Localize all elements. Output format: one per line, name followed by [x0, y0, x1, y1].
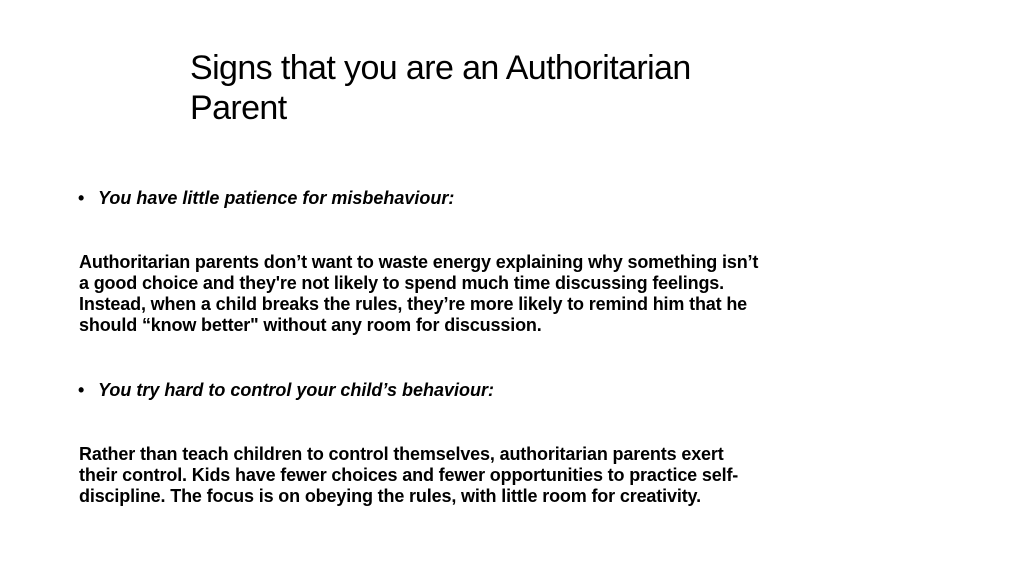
title-line-1: Signs that you are an Authoritarian	[190, 49, 691, 87]
bullet-dot: •	[78, 380, 85, 400]
paragraph-line: should “know better" without any room for discussion.	[79, 315, 542, 335]
bullet-dot: •	[78, 188, 85, 208]
paragraph-1	[79, 252, 969, 336]
bullet-heading-text: You try hard to control your child’s behaviour:	[98, 380, 495, 400]
paragraph-line: Rather than teach children to control themselves, authoritarian parents exert	[79, 444, 724, 464]
paragraph-2	[79, 444, 969, 507]
paragraph-line: Authoritarian parents don’t want to waste energy explaining why something isn’t	[79, 252, 759, 272]
bullet-heading-1	[78, 187, 454, 209]
paragraph-line: discipline. The focus is on obeying the rules, with little room for creativity.	[79, 486, 701, 506]
slide-title	[190, 48, 830, 128]
paragraph-line: a good choice and they're not likely to spend much time discussing feelings.	[79, 273, 725, 293]
title-line-2: Parent	[190, 89, 287, 127]
paragraph-line: Instead, when a child breaks the rules, they’re more likely to remind him that he	[79, 294, 748, 314]
bullet-heading-text: You have little patience for misbehaviour:	[98, 188, 455, 208]
bullet-heading-2	[78, 379, 494, 401]
paragraph-line: their control. Kids have fewer choices and fewer opportunities to practice self-	[79, 465, 739, 485]
